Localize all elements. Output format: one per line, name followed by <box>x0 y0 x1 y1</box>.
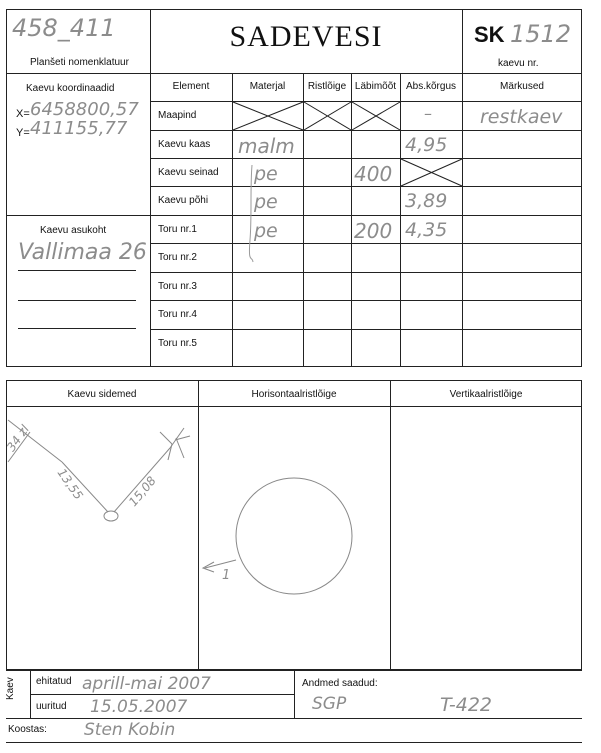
row-element: Kaevu põhi <box>158 195 209 206</box>
row-element: Kaevu seinad <box>158 167 219 178</box>
built-value: aprill-mai 2007 <box>82 674 211 694</box>
plansheet-value: 458_411 <box>12 14 116 42</box>
row-element: Kaevu kaas <box>158 139 211 150</box>
location-value: Vallimaa 26 <box>18 240 147 265</box>
column-header: Materjal <box>249 81 286 92</box>
column-header: Abs.kõrgus <box>405 81 457 92</box>
footer-mid-line <box>30 694 294 695</box>
row-diameter-value: 200 <box>354 219 393 243</box>
row-element: Toru nr.3 <box>158 281 197 292</box>
footer-mid-divider <box>294 670 295 718</box>
row-abs-value: 4,35 <box>405 219 448 241</box>
page-title: SADEVESI <box>229 20 383 53</box>
row-element: Toru nr.2 <box>158 252 197 263</box>
row-material-value: malm <box>238 134 295 158</box>
measured-value: 15.05.2007 <box>90 697 188 717</box>
column-header: Läbimõõt <box>354 81 397 92</box>
side-label: Kaev <box>5 677 16 700</box>
row-element: Toru nr.5 <box>158 338 197 349</box>
distance-1: 13,55 <box>54 466 86 503</box>
y-value: 411155,77 <box>30 118 128 139</box>
row-abs-value: – <box>424 104 432 123</box>
well-prefix: SK <box>474 22 505 47</box>
data-reference-value: T-422 <box>440 694 493 716</box>
y-prefix: Y= <box>16 127 30 139</box>
author-label: Koostas: <box>8 724 47 735</box>
row-notes-value: restkaev <box>480 106 563 128</box>
horizontal-section-label: Horisontaalristlõige <box>251 389 337 400</box>
row-abs-value: 4,95 <box>405 134 448 156</box>
row-diameter-value: 400 <box>354 162 393 186</box>
well-label: kaevu nr. <box>498 58 539 69</box>
row-material-value: pe <box>254 220 278 242</box>
row-material-value: pe <box>254 191 278 213</box>
x-value: 6458800,57 <box>30 99 139 120</box>
row-element: Toru nr.1 <box>158 224 197 235</box>
plansheet-label: Planšeti nomenklatuur <box>30 57 129 68</box>
location-label: Kaevu asukoht <box>40 225 107 236</box>
column-header: Märkused <box>500 81 544 92</box>
street-label: 34 zl <box>4 422 32 455</box>
distance-2: 15,08 <box>126 473 159 509</box>
x-prefix: X= <box>16 108 30 120</box>
pipe-number: 1 <box>222 568 231 583</box>
row-material-value: pe <box>254 163 278 185</box>
row-abs-value: 3,89 <box>405 190 448 212</box>
coordinates-label: Kaevu koordinaadid <box>26 83 115 94</box>
row-element: Toru nr.4 <box>158 309 197 320</box>
data-source-value: SGP <box>312 694 347 714</box>
built-label: ehitatud <box>36 676 72 687</box>
row-element: Maapind <box>158 110 197 121</box>
column-header: Ristlõige <box>307 81 347 92</box>
vertical-section-label: Vertikaalristlõige <box>449 389 523 400</box>
author-underline <box>6 742 582 743</box>
connections-label: Kaevu sidemed <box>67 389 137 400</box>
measured-label: uuritud <box>36 701 67 712</box>
well-value: 1512 <box>510 20 572 48</box>
footer-bottom-line <box>6 718 582 719</box>
column-header: Element <box>172 81 210 92</box>
data-source-label: Andmed saadud: <box>302 678 378 689</box>
author-value: Sten Kobin <box>84 720 176 740</box>
